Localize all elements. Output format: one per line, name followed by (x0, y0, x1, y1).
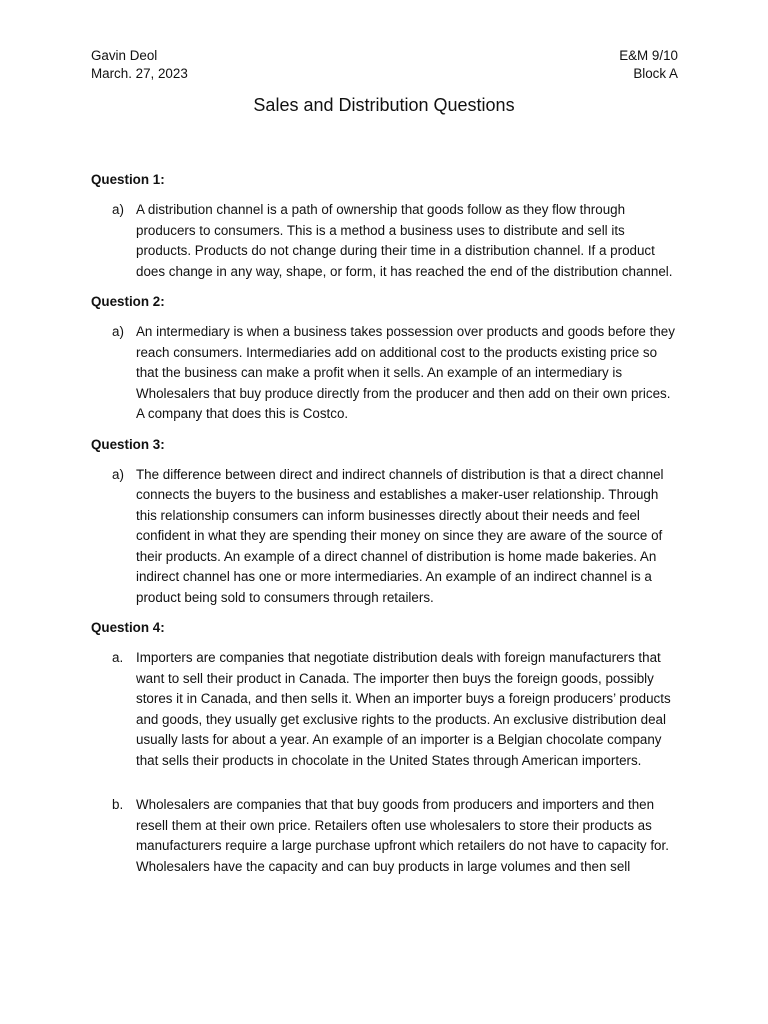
question-1-label: Question 1: (91, 172, 165, 187)
page-title: Sales and Distribution Questions (253, 95, 515, 115)
question-4-answer-a (91, 648, 681, 771)
answer-text: Importers are companies that negotiate distribution deals with foreign manufacturers that want to sell their product in Canada. The importer then buys the foreign goods, possibly stores it in Canada, and then sells it. When an importer buys a foreign producers’ products and goods, they usually get exclusive rights to the products. An exclusive distribution deal usually lasts for about a year. An example of an importer is a Belgian chocolate company that sells their products in chocolate in the United States through American importers. (136, 650, 671, 768)
question-2-answer-a (91, 322, 681, 425)
list-marker: a) (112, 466, 124, 482)
question-3-label: Question 3: (91, 436, 165, 452)
document-date: March. 27, 2023 (91, 66, 188, 81)
answer-text: An intermediary is when a business takes possession over products and goods before they reach consumers. Intermediaries add on additional cost to the products existing price so that the business can make a profit when it sells. An example of an intermediary is Wholesalers that buy produce directly from the producer and then add on their own prices. A company that does this is Costco. (136, 324, 675, 421)
answer-text: A distribution channel is a path of ownership that goods follow as they flow through producers to consumers. This is a method a business uses to distribute and sell its products. Products do not change during their time in a distribution channel. If a product does change in any way, shape, or form, it has reached the end of the distribution channel. (136, 202, 673, 279)
question-2-label: Question 2: (91, 294, 165, 309)
question-4-label: Question 4: (91, 620, 165, 635)
class-block: Block A (633, 66, 678, 81)
author-name: Gavin Deol (91, 48, 158, 63)
course-name: E&M 9/10 (619, 48, 678, 63)
question-4-answer-b (91, 795, 681, 877)
header-right (619, 47, 678, 83)
list-marker: a. (112, 650, 124, 665)
question-1-answer-a (91, 200, 681, 282)
document-body (91, 170, 681, 887)
answer-text: The difference between direct and indirect channels of distribution is that a direct channel connects the buyers to the business and establishes a maker-user relationship. Through this relationship consumers can inform businesses directly about their needs and feel confident in what they are spending their money on since they are aware of the source of their products. An example of a direct channel of distribution is home made bakeries. An indirect channel has one or more intermediaries. An example of an indirect channel is a product being sold to consumers through retailers. (136, 466, 664, 605)
list-marker: a) (112, 324, 124, 339)
list-marker: b. (112, 797, 124, 812)
answer-text: Wholesalers are companies that that buy goods from producers and importers and then resell them at their own price. Retailers often use wholesalers to store their products as manufacturers require a large purchase upfront which retailers do not have to capacity for. Wholesalers have the capacity and can buy products in large volumes and then sell (136, 797, 669, 874)
header-left (91, 47, 188, 83)
question-3-answer-a (91, 465, 681, 609)
list-marker: a) (112, 202, 124, 217)
paragraph-gap (91, 781, 681, 795)
